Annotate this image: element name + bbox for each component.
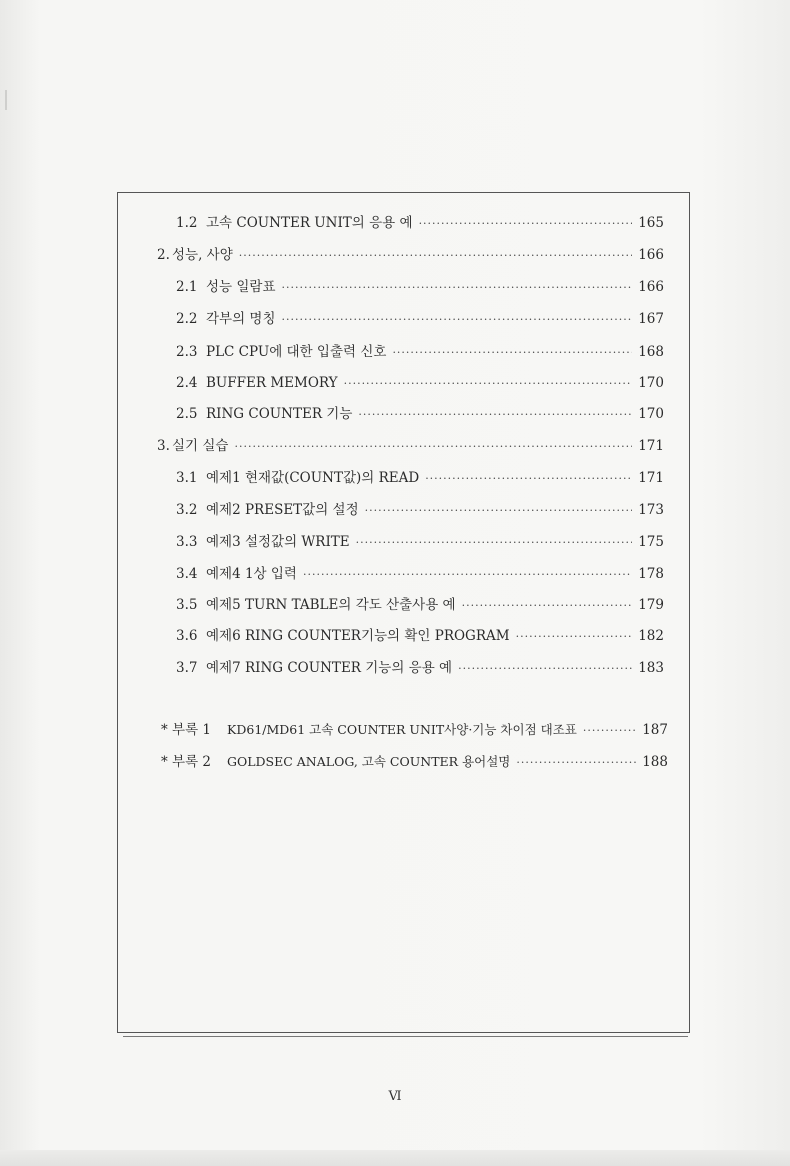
toc-entry-page: 178: [638, 566, 664, 582]
toc-entry-number: 3.: [157, 438, 170, 454]
toc-entry: [176, 374, 664, 393]
toc-entry-label: 예제3 설정값의 WRITE: [206, 534, 350, 550]
toc-entry: [176, 596, 664, 615]
toc-leader-dots: [458, 660, 632, 678]
toc-entry-page: 179: [638, 597, 664, 613]
toc-entry-number: 2.1: [176, 279, 198, 295]
toc-leader-dots: [282, 311, 633, 329]
toc-leader-dots: [425, 470, 632, 488]
toc-leader-dots: [234, 438, 632, 456]
toc-frame-shadow: [123, 1036, 688, 1037]
toc-appendix-page: 187: [642, 722, 668, 738]
toc-entry-label: 실기 실습: [172, 438, 229, 454]
toc-entry-number: 1.2: [176, 215, 198, 231]
toc-entry-number: 2.4: [176, 375, 198, 391]
toc-appendix-label: GOLDSEC ANALOG, 고속 COUNTER 용어설명: [227, 754, 511, 769]
toc-entry-page: 183: [638, 660, 664, 676]
toc-entry-number: 3.7: [176, 660, 198, 676]
toc-appendix-number: * 부록 2: [161, 754, 212, 770]
toc-leader-dots: [583, 722, 636, 740]
toc-entry: [176, 405, 664, 424]
toc-appendix-entry: [161, 721, 668, 740]
toc-entry: [176, 533, 664, 552]
toc-entry: [176, 501, 664, 520]
toc-entry-number: 3.6: [176, 628, 198, 644]
toc-entry: [176, 659, 664, 678]
toc-appendix-label: KD61/MD61 고속 COUNTER UNIT사양·기능 차이점 대조표: [227, 722, 577, 737]
toc-entry-page: 166: [638, 279, 664, 295]
toc-entry-label: PLC CPU에 대한 입출력 신호: [206, 344, 387, 360]
toc-leader-dots: [358, 406, 632, 424]
scan-bottom-edge: [0, 1150, 790, 1166]
toc-entry-page: 166: [638, 247, 664, 263]
toc-entry: [176, 278, 664, 297]
toc-entry-label: 각부의 명칭: [206, 311, 276, 327]
toc-leader-dots: [282, 279, 633, 297]
toc-entry-label: 예제5 TURN TABLE의 각도 산출사용 예: [206, 597, 456, 613]
toc-entry-label: 예제7 RING COUNTER 기능의 응용 예: [206, 660, 453, 676]
toc-entry-number: 3.1: [176, 470, 198, 486]
toc-entry-number: 3.2: [176, 502, 198, 518]
toc-entry: [157, 437, 664, 456]
toc-leader-dots: [419, 215, 633, 233]
toc-appendix-page: 188: [642, 754, 668, 770]
toc-entry-page: 175: [638, 534, 664, 550]
toc-entry-number: 2.2: [176, 311, 198, 327]
toc-entry-page: 168: [638, 344, 664, 360]
toc-entry-number: 2.: [157, 247, 170, 263]
toc-entry-page: 171: [638, 470, 664, 486]
toc-entry-number: 3.3: [176, 534, 198, 550]
toc-entry-page: 173: [638, 502, 664, 518]
toc-entry-label: 예제6 RING COUNTER기능의 확인 PROGRAM: [206, 628, 510, 644]
toc-entry-number: 3.5: [176, 597, 198, 613]
toc-entry-page: 165: [638, 215, 664, 231]
toc-entry: [176, 627, 664, 646]
toc-leader-dots: [462, 597, 633, 615]
page-number: Ⅵ: [388, 1089, 402, 1104]
toc-entry: [176, 469, 664, 488]
toc-entry: [176, 310, 664, 329]
toc-leader-dots: [239, 247, 632, 265]
toc-leader-dots: [392, 344, 632, 362]
toc-entry: [176, 343, 664, 362]
toc-entry-label: BUFFER MEMORY: [206, 375, 338, 391]
toc-entry-label: RING COUNTER 기능: [206, 406, 353, 422]
toc-leader-dots: [516, 628, 633, 646]
toc-entry-number: 2.3: [176, 344, 198, 360]
scan-edge-mark: [5, 90, 7, 110]
toc-leader-dots: [516, 754, 636, 772]
toc-entry-page: 167: [638, 311, 664, 327]
toc-entry: [176, 214, 664, 233]
toc-entry: [157, 246, 664, 265]
toc-entry-page: 182: [638, 628, 664, 644]
toc-entry-label: 고속 COUNTER UNIT의 응용 예: [206, 215, 413, 231]
toc-entry-label: 예제4 1상 입력: [206, 566, 297, 582]
toc-entry-label: 성능, 사양: [172, 247, 233, 263]
toc-entry-page: 170: [638, 375, 664, 391]
toc-entry-label: 예제2 PRESET값의 설정: [206, 502, 359, 518]
toc-leader-dots: [344, 375, 633, 393]
toc-leader-dots: [356, 534, 633, 552]
toc-appendix-number: * 부록 1: [161, 722, 212, 738]
toc-entry-page: 171: [638, 438, 664, 454]
toc-entry-number: 3.4: [176, 566, 198, 582]
toc-appendix-entry: [161, 753, 668, 772]
toc-entry: [176, 565, 664, 584]
toc-leader-dots: [365, 502, 633, 520]
toc-entry-page: 170: [638, 406, 664, 422]
toc-leader-dots: [303, 566, 632, 584]
toc-entry-label: 성능 일람표: [206, 279, 276, 295]
toc-entry-label: 예제1 현재값(COUNT값)의 READ: [206, 470, 420, 486]
toc-entry-number: 2.5: [176, 406, 198, 422]
